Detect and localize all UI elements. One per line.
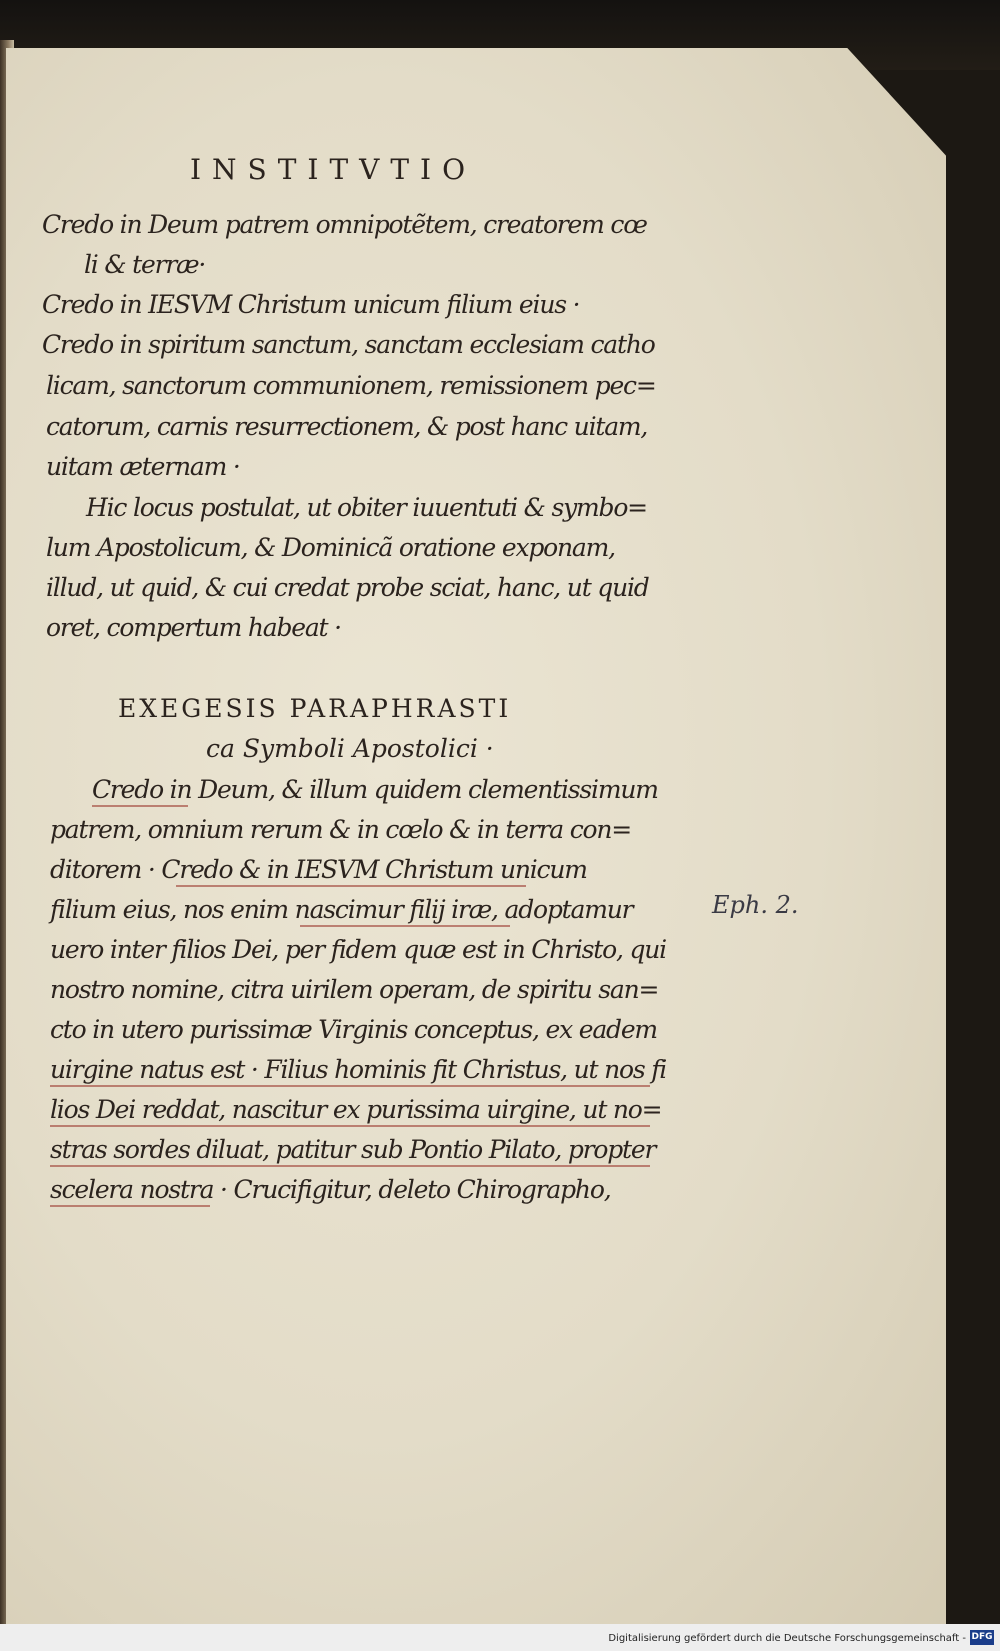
exegesis-line: patrem, omnium rerum & in cœlo & in terra con= bbox=[50, 815, 632, 844]
creed-line: Credo in IESVM Christum unicum filium eius · bbox=[42, 290, 580, 319]
exegesis-line: stras sordes diluat, patitur sub Pontio Pilato, propter bbox=[50, 1135, 656, 1164]
exegesis-line: ditorem · Credo & in IESVM Christum unicum bbox=[50, 855, 587, 884]
exegesis-line: Credo in Deum, & illum quidem clementissimum bbox=[92, 775, 658, 804]
exegesis-line: lios Dei reddat, nascitur ex purissima uirgine, ut no= bbox=[50, 1095, 662, 1124]
creed-line: li & terræ· bbox=[84, 250, 206, 279]
intro-line: Hic locus postulat, ut obiter iuuentuti & symbo= bbox=[86, 493, 647, 522]
exegesis-line: cto in utero purissimæ Virginis conceptus, ex eadem bbox=[50, 1015, 657, 1044]
exegesis-line: filium eius, nos enim nascimur filij iræ, adoptamur bbox=[50, 895, 633, 924]
underline-mark bbox=[50, 1205, 210, 1207]
margin-note: Eph. 2. bbox=[712, 891, 799, 919]
underline-mark bbox=[50, 1165, 650, 1167]
section-subheading: ca Symboli Apostolici · bbox=[206, 734, 494, 763]
section-heading: EXEGESIS PARAPHRASTI bbox=[118, 694, 512, 723]
intro-line: lum Apostolicum, & Dominicã oratione exponam, bbox=[46, 533, 615, 562]
creed-line: catorum, carnis resurrectionem, & post hanc uitam, bbox=[46, 412, 648, 441]
exegesis-line: uero inter filios Dei, per fidem quæ est in Christo, qui bbox=[50, 935, 666, 964]
creed-line: Credo in Deum patrem omnipotẽtem, creatorem cœ bbox=[42, 210, 647, 239]
intro-line: oret, compertum habeat · bbox=[46, 613, 341, 642]
creed-line: Credo in spiritum sanctum, sanctam ecclesiam catho bbox=[42, 330, 655, 359]
underline-mark bbox=[92, 805, 188, 807]
underline-mark bbox=[50, 1125, 650, 1127]
dfg-logo: DFG bbox=[970, 1630, 994, 1645]
underline-mark bbox=[176, 885, 526, 887]
creed-line: licam, sanctorum communionem, remissionem pec= bbox=[46, 371, 656, 400]
exegesis-line: scelera nostra · Crucifigitur, deleto Chirographo, bbox=[50, 1175, 611, 1204]
exegesis-line: nostro nomine, citra uirilem operam, de spiritu san= bbox=[50, 975, 659, 1004]
underline-mark bbox=[300, 925, 510, 927]
page-header: INSTITVTIO bbox=[190, 153, 477, 186]
intro-line: illud, ut quid, & cui credat probe sciat, hanc, ut quid bbox=[46, 573, 649, 602]
creed-line: uitam æternam · bbox=[46, 452, 240, 481]
exegesis-line: uirgine natus est · Filius hominis fit Christus, ut nos fi bbox=[50, 1055, 667, 1084]
underline-mark bbox=[50, 1085, 650, 1087]
footer-credit: Digitalisierung gefördert durch die Deutsche Forschungsgemeinschaft - bbox=[608, 1633, 966, 1644]
